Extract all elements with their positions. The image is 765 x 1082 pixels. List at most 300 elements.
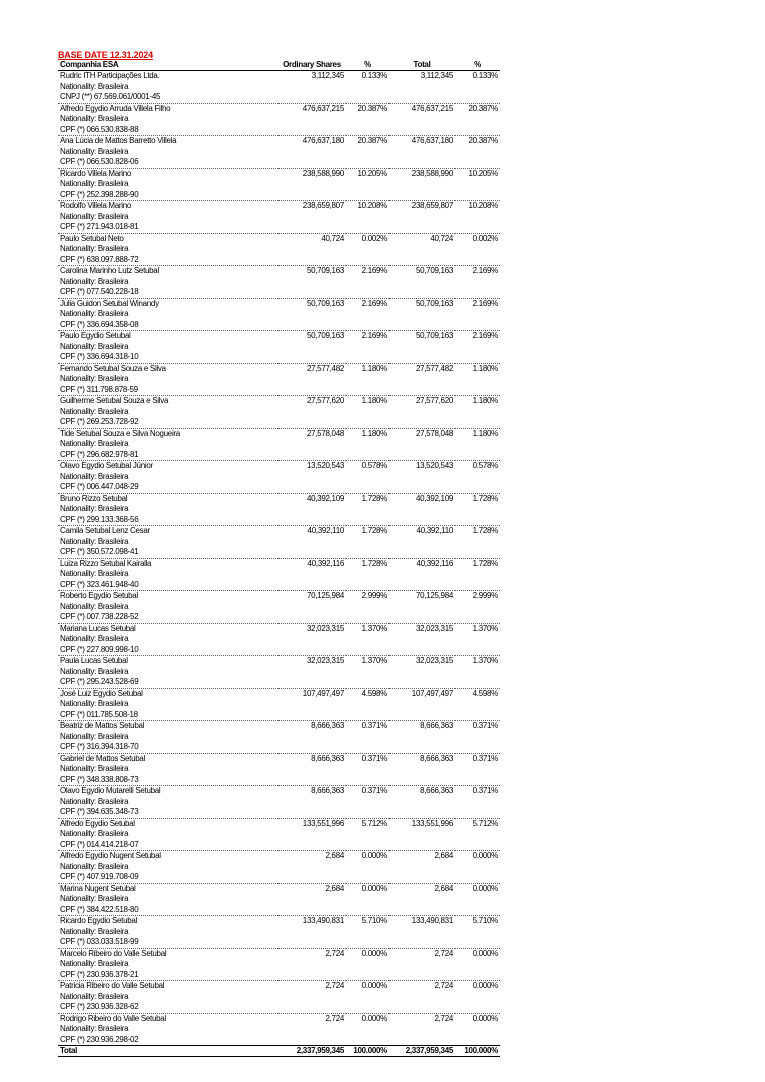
ordinary-shares-value: 8,666,363	[311, 753, 344, 763]
total-shares-pct: 5.712%	[472, 818, 498, 828]
shareholder-nationality-row	[58, 309, 500, 320]
ordinary-shares-value: 32,023,315	[306, 623, 344, 633]
shareholder-nationality-row	[58, 537, 500, 548]
ordinary-shares-pct: 5.712%	[361, 818, 387, 828]
header-ordinary-shares: Ordinary Shares	[278, 60, 346, 71]
total-shares: 2,337,959,345	[278, 1046, 346, 1057]
shareholder-nationality-row	[58, 82, 500, 93]
shareholder-tax-id: CPF (*) 006.447.048-29	[58, 482, 278, 493]
total-shares-value: 13,520,543	[415, 461, 453, 470]
shareholder-tax-id: CPF (*) 394.635.348-73	[58, 807, 278, 818]
ordinary-shares-value: 40,392,109	[306, 493, 344, 503]
shareholder-name-row	[58, 168, 500, 179]
total-shares-value: 40,392,110	[416, 526, 453, 535]
shareholder-tax-id: CPF (*) 336.694.358-08	[58, 320, 278, 331]
base-date: BASE DATE 12.31.2024	[58, 50, 153, 60]
ordinary-shares-pct: 0.000%	[361, 948, 387, 958]
shareholder-tax-id: CPF (*) 299.133.368-56	[58, 515, 278, 526]
shareholder-id-row	[58, 645, 500, 656]
shareholder-nationality-row	[58, 439, 500, 450]
shareholder-name-row	[58, 948, 500, 959]
ordinary-shares-pct: 0.000%	[361, 981, 387, 990]
shareholder-name: Ana Lúcia de Mattos Barretto Villela	[60, 136, 177, 145]
ordinary-shares-pct: 2.169%	[361, 331, 387, 340]
ordinary-shares-value: 2,684	[325, 883, 344, 893]
total-shares-value: 40,724	[430, 233, 453, 243]
shareholder-nationality: Nationality: Brasileira	[60, 959, 129, 968]
total-shares-value: 50,709,163	[415, 331, 453, 340]
shareholder-nationality: Nationality: Brasileira	[60, 894, 129, 903]
ordinary-shares-pct: 2.169%	[361, 298, 387, 308]
shareholder-name-row	[58, 656, 500, 667]
shareholder-id-row	[58, 872, 500, 883]
shareholder-id-row	[58, 515, 500, 526]
ordinary-shares-value: 50,709,163	[306, 298, 344, 308]
ordinary-shares-pct: 10.208%	[357, 201, 387, 210]
shareholder-name: Mariana Lucas Setubal	[60, 623, 136, 633]
ordinary-shares-pct: 0.000%	[361, 1013, 387, 1023]
total-shares-value: 40,392,116	[416, 558, 453, 568]
shareholder-name: Rodolfo Villela Marino	[60, 201, 132, 210]
shareholder-id-row	[58, 775, 500, 786]
total-shares-pct: 0.371%	[472, 721, 498, 730]
ordinary-shares-value: 40,724	[321, 233, 344, 243]
shareholder-name-row	[58, 786, 500, 797]
shareholder-nationality-row	[58, 114, 500, 125]
ordinary-shares-pct: 0.578%	[361, 461, 387, 470]
ordinary-shares-value: 2,724	[325, 981, 344, 990]
ordinary-shares-value: 50,709,163	[306, 331, 344, 340]
shareholder-name: Ricardo Egydio Setubal	[60, 916, 138, 925]
total-pct: 100.000%	[346, 1046, 389, 1057]
shareholder-id-row	[58, 840, 500, 851]
ordinary-shares-pct: 0.002%	[361, 233, 387, 243]
shareholder-id-row	[58, 580, 500, 591]
shareholder-name: Alfredo Egydio Arruda Villela Filho	[60, 103, 171, 113]
ordinary-shares-value: 70,125,984	[306, 591, 344, 600]
shareholder-tax-id: CPF (*) 230.936.298-02	[58, 1035, 278, 1046]
total-shares-pct: 0.133%	[472, 71, 498, 80]
ordinary-shares-pct: 1.370%	[361, 656, 387, 665]
shareholder-id-row	[58, 970, 500, 981]
total-total: 2,337,959,345	[389, 1046, 455, 1057]
shareholder-nationality: Nationality: Brasileira	[60, 1024, 129, 1033]
shareholder-sheet	[58, 50, 500, 1057]
ordinary-shares-pct: 0.000%	[361, 883, 387, 893]
total-shares-value: 50,709,163	[415, 298, 453, 308]
shareholder-id-row	[58, 482, 500, 493]
total-shares-pct: 2.169%	[472, 266, 498, 275]
total-shares-pct: 1.180%	[472, 363, 498, 373]
shareholder-tax-id: CPF (*) 296.682.978-81	[58, 450, 278, 461]
shareholder-name-row	[58, 363, 500, 374]
shareholder-tax-id: CPF (*) 407.919.708-09	[58, 872, 278, 883]
shareholder-nationality-row	[58, 797, 500, 808]
shareholder-nationality: Nationality: Brasileira	[60, 699, 129, 708]
total-shares-pct: 0.000%	[472, 948, 498, 958]
shareholder-name-row	[58, 103, 500, 114]
shareholder-name: Olavo Egydio Mutarelli Setubal	[60, 786, 161, 795]
total-shares-value: 107,497,497	[411, 688, 453, 698]
total-shares-value: 476,637,180	[411, 136, 453, 145]
shareholder-tax-id: CPF (*) 350.572.098-41	[58, 547, 278, 558]
shareholder-name: Patricia Ribeiro do Valle Setubal	[60, 981, 165, 990]
header-total: Total	[389, 60, 455, 71]
shareholder-name-row	[58, 558, 500, 569]
total-shares-value: 2,724	[434, 981, 453, 990]
shareholder-name: Paulo Egydio Setubal	[60, 331, 131, 340]
ordinary-shares-pct: 0.371%	[361, 753, 387, 763]
shareholder-nationality: Nationality: Brasileira	[60, 341, 129, 351]
shareholder-nationality: Nationality: Brasileira	[60, 796, 129, 806]
header-row	[58, 60, 500, 71]
ordinary-shares-value: 107,497,497	[302, 688, 344, 698]
shareholder-tax-id: CPF (*) 384.422.518-80	[58, 905, 278, 916]
shareholder-name-row	[58, 233, 500, 244]
shareholder-name-row	[58, 818, 500, 829]
shareholder-name-row	[58, 428, 500, 439]
shareholder-nationality-row	[58, 1024, 500, 1035]
shareholder-nationality: Nationality: Brasileira	[60, 666, 129, 676]
shareholder-nationality: Nationality: Brasileira	[60, 634, 129, 643]
total-shares-value: 27,577,620	[415, 396, 453, 405]
ordinary-shares-pct: 0.000%	[361, 851, 387, 860]
shareholder-id-row	[58, 352, 500, 363]
total-shares-value: 8,666,363	[420, 721, 453, 730]
shareholder-tax-id: CPF (*) 230.936.378-21	[58, 970, 278, 981]
shareholder-nationality-row	[58, 829, 500, 840]
shareholder-nationality-row	[58, 862, 500, 873]
shareholder-name: Paula Lucas Setubal	[60, 656, 128, 665]
ordinary-shares-value: 133,551,996	[302, 818, 344, 828]
shareholder-nationality-row	[58, 407, 500, 418]
shareholder-tax-id: CPF (*) 252.398.288-90	[58, 190, 278, 201]
shareholder-name: Bruno Rizzo Setubal	[60, 493, 128, 503]
shareholder-name: Paulo Setubal Neto	[60, 233, 124, 243]
shareholder-name: Marcelo Ribeiro do Valle Setubal	[60, 948, 167, 958]
shareholder-nationality: Nationality: Brasileira	[60, 114, 129, 123]
total-shares-pct: 1.370%	[472, 656, 498, 665]
shareholder-name-row	[58, 201, 500, 212]
shareholder-nationality-row	[58, 147, 500, 158]
shareholder-nationality: Nationality: Brasileira	[60, 146, 129, 156]
shareholder-nationality-row	[58, 472, 500, 483]
shareholder-tax-id: CPF (*) 227.809.998-10	[58, 645, 278, 656]
total-shares-value: 3,112,345	[420, 71, 453, 80]
shareholder-id-row	[58, 157, 500, 168]
shareholder-nationality-row	[58, 374, 500, 385]
shareholder-nationality: Nationality: Brasileira	[60, 504, 129, 513]
shareholder-nationality: Nationality: Brasileira	[60, 211, 129, 221]
ordinary-shares-value: 3,112,345	[311, 71, 344, 80]
shareholder-nationality-row	[58, 634, 500, 645]
shareholder-name: Ricardo Villela Marino	[60, 168, 132, 178]
shareholder-name-row	[58, 331, 500, 342]
total-label: Total	[58, 1046, 278, 1057]
shareholder-name-row	[58, 753, 500, 764]
shareholder-id-row	[58, 222, 500, 233]
shareholder-nationality-row	[58, 764, 500, 775]
shareholder-nationality-row	[58, 894, 500, 905]
total-shares-pct: 1.370%	[472, 623, 498, 633]
shareholder-tax-id: CPF (*) 269.253.728-92	[58, 417, 278, 428]
total-shares-pct: 0.371%	[472, 786, 498, 795]
shareholder-name-row	[58, 851, 500, 862]
total-shares-pct: 20.387%	[468, 103, 498, 113]
shareholder-name-row	[58, 688, 500, 699]
shareholder-rows	[58, 71, 500, 1046]
ordinary-shares-value: 476,637,180	[302, 136, 344, 145]
total-shares-value: 70,125,984	[415, 591, 453, 600]
shareholder-name: Luiza Rizzo Setubal Kairalla	[60, 558, 152, 568]
total-shares-value: 27,578,048	[415, 428, 453, 438]
shareholder-nationality: Nationality: Brasileira	[60, 731, 129, 741]
ordinary-shares-value: 8,666,363	[311, 721, 344, 730]
total-shares-pct: 2.169%	[472, 331, 498, 340]
shareholder-nationality: Nationality: Brasileira	[60, 569, 129, 578]
shareholder-id-row	[58, 92, 500, 103]
shareholder-name-row	[58, 298, 500, 309]
total-shares-value: 238,588,990	[411, 168, 453, 178]
shareholder-tax-id: CPF (*) 271.943.018-81	[58, 222, 278, 233]
ordinary-shares-pct: 10.205%	[357, 168, 387, 178]
shareholder-name-row	[58, 396, 500, 407]
shareholder-table	[58, 60, 500, 1057]
shareholder-nationality-row	[58, 602, 500, 613]
shareholder-tax-id: CPF (*) 311.798.878-59	[58, 385, 278, 396]
shareholder-nationality: Nationality: Brasileira	[60, 991, 129, 1001]
shareholder-name: Olavo Egydio Setubal Júnior	[60, 461, 153, 470]
shareholder-tax-id: CPF (*) 077.540.228-18	[58, 287, 278, 298]
shareholder-name: Fernando Setubal Souza e Silva	[60, 363, 166, 373]
shareholder-nationality-row	[58, 992, 500, 1003]
shareholder-name: Beatriz de Mattos Setubal	[60, 721, 145, 730]
ordinary-shares-pct: 0.371%	[361, 721, 387, 730]
shareholder-tax-id: CPF (*) 323.461.948-40	[58, 580, 278, 591]
ordinary-shares-pct: 1.180%	[361, 363, 387, 373]
shareholder-tax-id: CPF (*) 066.530.838-88	[58, 125, 278, 136]
shareholder-id-row	[58, 255, 500, 266]
total-shares-value: 2,724	[434, 1013, 453, 1023]
shareholder-name: Alfredo Egydio Nugent Setubal	[60, 851, 161, 860]
shareholder-nationality: Nationality: Brasileira	[60, 471, 129, 481]
ordinary-shares-value: 8,666,363	[311, 786, 344, 795]
total-shares-pct: 1.728%	[472, 558, 498, 568]
total-shares-pct: 1.180%	[472, 428, 498, 438]
shareholder-id-row	[58, 287, 500, 298]
ordinary-shares-value: 27,577,482	[306, 363, 344, 373]
ordinary-shares-pct: 2.999%	[361, 591, 387, 600]
shareholder-id-row	[58, 710, 500, 721]
shareholder-name: Rodrigo Ribeiro do Valle Setubal	[60, 1013, 166, 1023]
shareholder-id-row	[58, 807, 500, 818]
shareholder-name: Julia Guidon Setubal Winandy	[60, 298, 159, 308]
shareholder-nationality-row	[58, 342, 500, 353]
total-shares-pct: 0.000%	[472, 883, 498, 893]
shareholder-nationality: Nationality: Brasileira	[60, 764, 129, 773]
shareholder-nationality: Nationality: Brasileira	[60, 861, 129, 871]
shareholder-name: Marina Nugent Setubal	[60, 883, 136, 893]
shareholder-id-row	[58, 905, 500, 916]
shareholder-nationality: Nationality: Brasileira	[60, 926, 129, 936]
shareholder-name-row	[58, 493, 500, 504]
shareholder-nationality-row	[58, 504, 500, 515]
ordinary-shares-value: 13,520,543	[306, 461, 344, 470]
ordinary-shares-value: 40,392,110	[307, 526, 344, 535]
shareholder-id-row	[58, 1002, 500, 1013]
shareholder-name-row	[58, 266, 500, 277]
total-shares-value: 133,490,831	[411, 916, 453, 925]
ordinary-shares-pct: 1.728%	[361, 493, 387, 503]
ordinary-shares-value: 2,724	[325, 948, 344, 958]
shareholder-id-row	[58, 385, 500, 396]
total-shares-value: 2,724	[434, 948, 453, 958]
shareholder-id-row	[58, 547, 500, 558]
total-shares-pct: 10.208%	[468, 201, 498, 210]
total-shares-value: 27,577,482	[415, 363, 453, 373]
shareholder-tax-id: CPF (*) 336.694.318-10	[58, 352, 278, 363]
ordinary-shares-pct: 1.180%	[361, 396, 387, 405]
total-shares-value: 133,551,996	[411, 818, 453, 828]
shareholder-tax-id: CPF (*) 033.033.518-99	[58, 937, 278, 948]
shareholder-name: Camila Setubal Lenz Cesar	[60, 526, 150, 535]
total-shares-pct: 1.728%	[472, 526, 498, 535]
shareholder-name-row	[58, 981, 500, 992]
total-shares-pct: 1.728%	[472, 493, 498, 503]
total-row	[58, 1046, 500, 1057]
shareholder-name: Carolina Marinho Lutz Setubal	[60, 266, 159, 275]
total-shares-value: 50,709,163	[415, 266, 453, 275]
ordinary-shares-value: 27,577,620	[306, 396, 344, 405]
total-shares-value: 8,666,363	[420, 786, 453, 795]
total-shares-value: 238,659,807	[411, 201, 453, 210]
shareholder-name: Rudric ITH Participações Ltda.	[60, 71, 160, 80]
shareholder-id-row	[58, 937, 500, 948]
ordinary-shares-pct: 20.387%	[357, 136, 387, 145]
shareholder-tax-id: CPF (*) 014.414.218-07	[58, 840, 278, 851]
shareholder-tax-id: CPF (*) 638.097.888-72	[58, 255, 278, 266]
shareholder-name-row	[58, 623, 500, 634]
ordinary-shares-pct: 0.133%	[361, 71, 387, 80]
shareholder-nationality: Nationality: Brasileira	[60, 439, 129, 448]
total-shares-pct: 20.387%	[468, 136, 498, 145]
shareholder-id-row	[58, 612, 500, 623]
shareholder-id-row	[58, 1035, 500, 1046]
total-shares-value: 2,684	[434, 851, 453, 860]
shareholder-tax-id: CPF (*) 348.338.808-73	[58, 775, 278, 786]
ordinary-shares-pct: 20.387%	[357, 103, 387, 113]
shareholder-id-row	[58, 677, 500, 688]
shareholder-name: Tide Setubal Souza e Silva Nogueira	[60, 428, 180, 438]
shareholder-name-row	[58, 71, 500, 82]
ordinary-shares-value: 27,578,048	[306, 428, 344, 438]
ordinary-shares-pct: 2.169%	[361, 266, 387, 275]
shareholder-name: Guilherme Setubal Souza e Silva	[60, 396, 169, 405]
shareholder-nationality: Nationality: Brasileira	[60, 81, 129, 91]
shareholder-nationality-row	[58, 699, 500, 710]
ordinary-shares-pct: 1.370%	[361, 623, 387, 633]
total-shares-pct: 0.371%	[472, 753, 498, 763]
total-shares-pct: 0.000%	[472, 851, 498, 860]
header-pct-ordinary: %	[346, 60, 389, 71]
shareholder-nationality: Nationality: Brasileira	[60, 536, 129, 546]
ordinary-shares-pct: 4.598%	[361, 688, 387, 698]
shareholder-tax-id: CPF (*) 316.394.318-70	[58, 742, 278, 753]
shareholder-name-row	[58, 721, 500, 732]
shareholder-id-row	[58, 450, 500, 461]
total-shares-value: 2,684	[434, 883, 453, 893]
shareholder-tax-id: CPF (*) 066.530.828-06	[58, 157, 278, 168]
shareholder-tax-id: CPF (*) 295.243.528-69	[58, 677, 278, 688]
header-company: Companhia ESA	[58, 60, 278, 71]
shareholder-nationality-row	[58, 212, 500, 223]
ordinary-shares-value: 2,724	[325, 1013, 344, 1023]
ordinary-shares-pct: 1.180%	[361, 428, 387, 438]
ordinary-shares-value: 50,709,163	[306, 266, 344, 275]
total-shares-pct: 2.999%	[472, 591, 498, 600]
shareholder-nationality-row	[58, 179, 500, 190]
header-pct-total: %	[455, 60, 500, 71]
ordinary-shares-pct: 0.371%	[361, 786, 387, 795]
shareholder-nationality: Nationality: Brasileira	[60, 244, 129, 253]
shareholder-name-row	[58, 883, 500, 894]
shareholder-tax-id: CNPJ (**) 67.569.061/0001-45	[58, 92, 278, 103]
shareholder-name: Roberto Egydio Setubal	[60, 591, 138, 600]
total-shares-pct: 5.710%	[472, 916, 498, 925]
shareholder-nationality-row	[58, 959, 500, 970]
total-shares-pct: 10.205%	[468, 168, 498, 178]
ordinary-shares-value: 32,023,315	[306, 656, 344, 665]
total-shares-pct: 0.000%	[472, 981, 498, 990]
total-shares-value: 476,637,215	[411, 103, 453, 113]
shareholder-tax-id: CPF (*) 011.785.508-18	[58, 710, 278, 721]
shareholder-nationality: Nationality: Brasileira	[60, 276, 129, 286]
shareholder-nationality: Nationality: Brasileira	[60, 374, 129, 383]
shareholder-name-row	[58, 1013, 500, 1024]
shareholder-nationality: Nationality: Brasileira	[60, 829, 129, 838]
shareholder-id-row	[58, 190, 500, 201]
shareholder-nationality: Nationality: Brasileira	[60, 601, 129, 611]
shareholder-nationality-row	[58, 732, 500, 743]
total-shares-value: 32,023,315	[415, 623, 453, 633]
shareholder-nationality-row	[58, 277, 500, 288]
ordinary-shares-pct: 1.728%	[361, 558, 387, 568]
shareholder-id-row	[58, 742, 500, 753]
shareholder-id-row	[58, 125, 500, 136]
ordinary-shares-value: 2,684	[325, 851, 344, 860]
shareholder-id-row	[58, 417, 500, 428]
shareholder-nationality: Nationality: Brasileira	[60, 406, 129, 416]
shareholder-nationality: Nationality: Brasileira	[60, 179, 129, 188]
ordinary-shares-value: 133,490,831	[302, 916, 344, 925]
shareholder-tax-id: CPF (*) 230.936.328-62	[58, 1002, 278, 1013]
total-shares-value: 8,666,363	[420, 753, 453, 763]
ordinary-shares-pct: 1.728%	[361, 526, 387, 535]
shareholder-nationality-row	[58, 927, 500, 938]
shareholder-name: José Luiz Egydio Setubal	[60, 688, 143, 698]
total-shares-pct: 0.578%	[472, 461, 498, 470]
shareholder-nationality-row	[58, 667, 500, 678]
ordinary-shares-value: 238,659,807	[302, 201, 344, 210]
shareholder-nationality: Nationality: Brasileira	[60, 309, 129, 318]
total-shares-pct: 0.002%	[472, 233, 498, 243]
total-total-pct: 100.000%	[455, 1046, 500, 1057]
shareholder-name: Gabriel de Mattos Setubal	[60, 753, 145, 763]
shareholder-name-row	[58, 136, 500, 147]
shareholder-nationality-row	[58, 569, 500, 580]
ordinary-shares-pct: 5.710%	[361, 916, 387, 925]
total-shares-pct: 1.180%	[472, 396, 498, 405]
